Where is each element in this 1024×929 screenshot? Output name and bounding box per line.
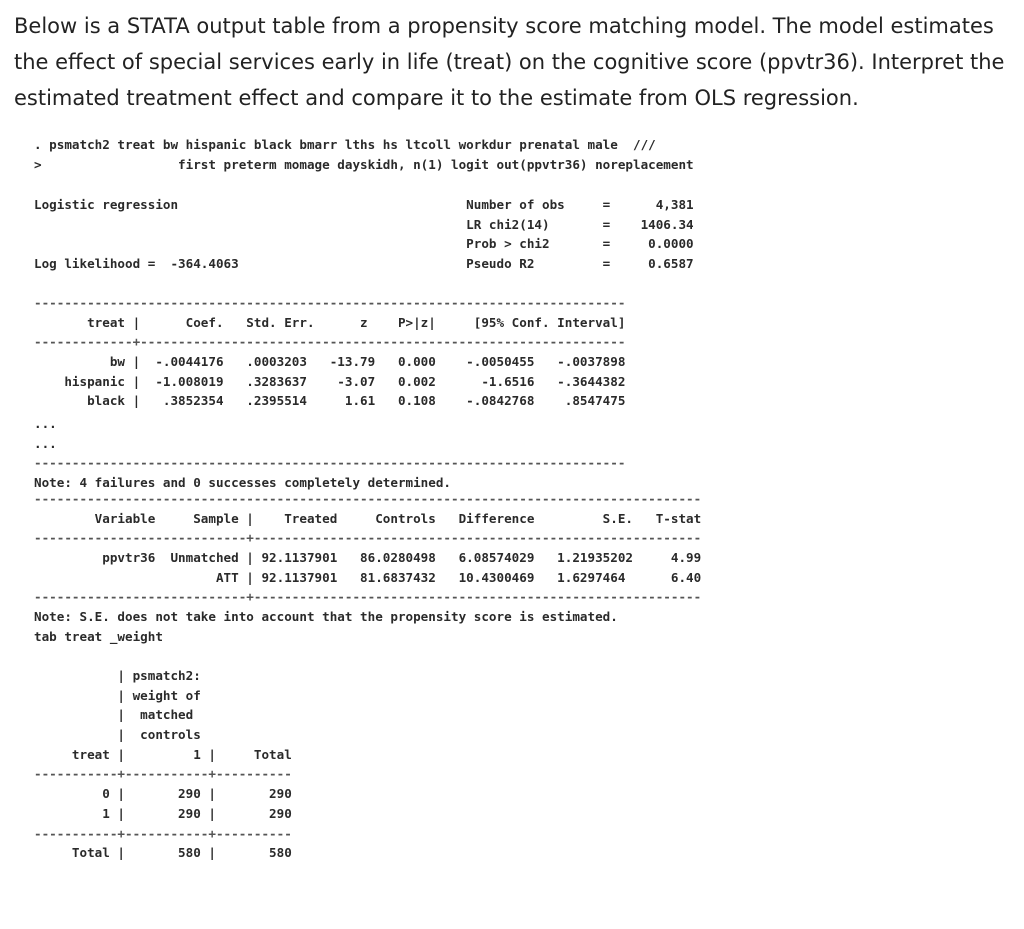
coef-rule-bottom: ------------------------------------------------------------------------------ — [34, 455, 626, 471]
coef-row-bw: bw | -.0044176 .0003203 -13.79 0.000 -.0050455 -.0037898 — [34, 354, 626, 370]
logit-header-block — [34, 195, 694, 274]
ellipsis-block — [34, 414, 625, 493]
weight-tabulation — [34, 666, 292, 863]
tab-command: tab treat _weight — [34, 628, 163, 644]
tab-header-3: | matched — [34, 707, 194, 723]
tab-rule-1: -----------+-----------+---------- — [34, 766, 292, 782]
tab-header-2: | weight of — [34, 687, 201, 703]
logit-header-lrchi2: LR chi2(14) = 1406.34 — [34, 216, 694, 232]
logit-header-prob: Prob > chi2 = 0.0000 — [34, 236, 694, 252]
att-rule-top: ---------------------------------------------------------------------------------------- — [34, 491, 702, 506]
tab-row-1: 1 | 290 | 290 — [34, 805, 292, 821]
command-line-1: . psmatch2 treat bw hispanic black bmarr lths hs ltcoll workdur prenatal male /// — [34, 137, 656, 152]
tab-rule-2: -----------+-----------+---------- — [34, 825, 292, 841]
question-text: Below is a STATA output table from a propensity score matching model. The model estimates the effect of special services early in life (treat) on the cognitive score (ppvtr36). Interpret the estimated treatment effect and compare it to the estimate from OLS regression. — [14, 14, 1005, 110]
coef-row-hispanic: hispanic | -1.008019 .3283637 -3.07 0.002 -1.6516 -.3644382 — [34, 373, 626, 389]
tab-header-4: | controls — [34, 727, 201, 743]
logit-header-obs: Logistic regression Number of obs = 4,381 — [34, 197, 694, 212]
ellipsis-1: ... — [34, 416, 57, 431]
notes-block — [34, 607, 618, 646]
coefficient-table — [34, 293, 625, 411]
att-rule-mid: ----------------------------+----------------------------------------------------------- — [34, 530, 702, 546]
att-row-unmatched: ppvtr36 Unmatched | 92.1137901 86.0280498 6.08574029 1.21935202 4.99 — [34, 550, 702, 566]
tab-header-1: | psmatch2: — [34, 668, 201, 683]
coef-table-header: treat | Coef. Std. Err. z P>|z| [95% Conf. Interval] — [34, 314, 626, 330]
att-table-header: Variable Sample | Treated Controls Difference S.E. T-stat — [34, 510, 702, 526]
note-se: Note: S.E. does not take into account that the propensity score is estimated. — [34, 609, 618, 624]
att-rule-bottom: ----------------------------+----------------------------------------------------------- — [34, 589, 702, 605]
coef-row-black: black | .3852354 .2395514 1.61 0.108 -.0842768 .8547475 — [34, 393, 626, 409]
tab-row-0: 0 | 290 | 290 — [34, 786, 292, 802]
coef-rule-top: ------------------------------------------------------------------------------ — [34, 295, 626, 310]
tab-header-5: treat | 1 | Total — [34, 746, 292, 762]
coef-rule-mid: -------------+---------------------------------------------------------------- — [34, 334, 626, 350]
logit-header-loglik: Log likelihood = -364.4063 Pseudo R2 = 0.6587 — [34, 256, 694, 272]
stata-command-block — [34, 135, 694, 174]
command-line-2: > first preterm momage dayskidh, n(1) logit out(ppvtr36) noreplacement — [34, 156, 694, 172]
att-row-att: ATT | 92.1137901 81.6837432 10.4300469 1.6297464 6.40 — [34, 569, 702, 585]
note-failures: Note: 4 failures and 0 successes completely determined. — [34, 475, 452, 491]
ellipsis-2: ... — [34, 435, 57, 451]
tab-row-total: Total | 580 | 580 — [34, 845, 292, 861]
att-table — [34, 489, 701, 607]
